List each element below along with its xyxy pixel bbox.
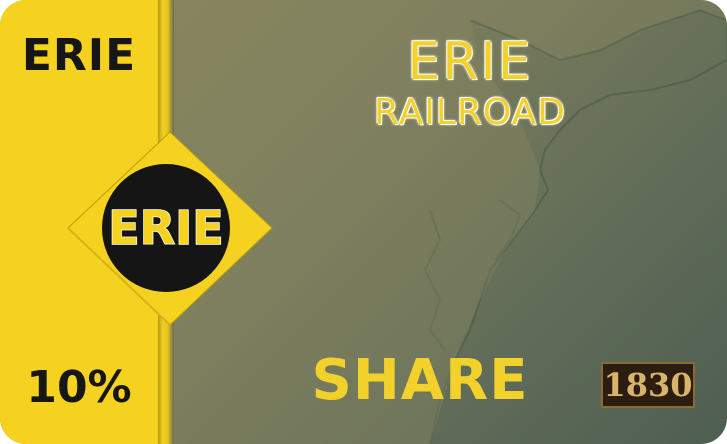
company-title: ERIE — [407, 32, 533, 92]
company-logo — [50, 120, 280, 340]
logo-text: ERIE — [108, 201, 224, 255]
company-subtitle: RAILROAD — [374, 92, 566, 133]
corner-company-label: ERIE — [21, 30, 137, 81]
year-badge: 1830 — [601, 362, 695, 408]
share-percentage-label: 10% — [26, 362, 132, 413]
share-label: SHARE — [311, 348, 529, 413]
